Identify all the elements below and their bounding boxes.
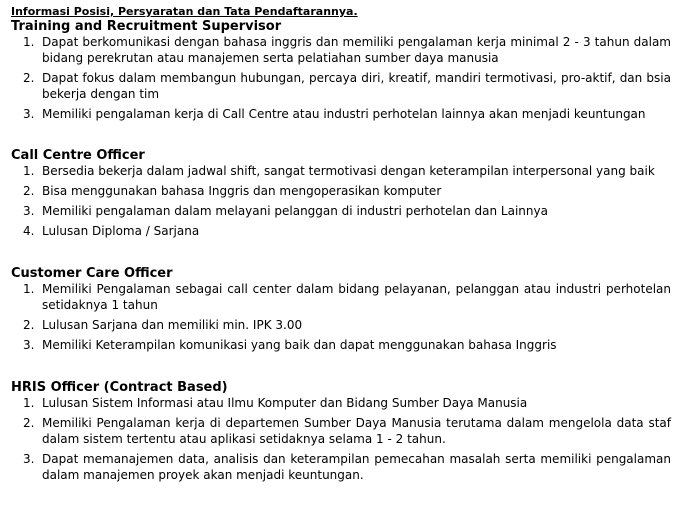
list-item-number: 4. [23, 224, 35, 238]
list-item-number: 3. [23, 452, 35, 466]
list-item-text: Dapat fokus dalam membangun hubungan, percaya diri, kreatif, mandiri termotivasi, pro-aktif, dan bsia bekerja dengan tim [42, 71, 671, 101]
list-item-number: 3. [23, 107, 35, 121]
list-item [11, 281, 671, 313]
section-title: Training and Recruitment Supervisor [11, 19, 282, 34]
section-title: Call Centre Officer [11, 148, 145, 163]
list-item-text: Memiliki pengalaman kerja di Call Centre atau industri perhotelan lainnya akan menjadi keuntungan [42, 107, 646, 121]
list-item-text: Lulusan Sistem Informasi atau Ilmu Komputer dan Bidang Sumber Daya Manusia [42, 396, 528, 410]
page-heading: Informasi Posisi, Persyaratan dan Tata Pendaftarannya. [11, 5, 358, 18]
section-call-centre-officer [11, 148, 671, 239]
list-item-number: 2. [23, 318, 35, 332]
list-item-number: 2. [23, 184, 35, 198]
list-item-text: Bisa menggunakan bahasa Inggris dan mengoperasikan komputer [42, 184, 442, 198]
list-item [11, 183, 671, 199]
list-item-text: Memiliki pengalaman dalam melayani pelanggan di industri perhotelan dan Lainnya [42, 204, 548, 218]
list-item-text: Lulusan Sarjana dan memiliki min. IPK 3.00 [42, 318, 303, 332]
list-item-number: 1. [23, 35, 35, 49]
list-item [11, 451, 671, 483]
list-item [11, 106, 671, 122]
section-customer-care-officer [11, 266, 671, 353]
list-item [11, 163, 671, 179]
requirements-list [11, 395, 671, 483]
list-item-number: 1. [23, 282, 35, 296]
list-item-number: 3. [23, 338, 35, 352]
list-item-number: 3. [23, 204, 35, 218]
requirements-list [11, 281, 671, 353]
list-item-text: Memiliki Pengalaman sebagai call center dalam bidang pelayanan, pelanggan atau industri perhotelan setidaknya 1 tahun [42, 282, 671, 312]
section-training-recruitment-supervisor [11, 19, 671, 122]
section-title: Customer Care Officer [11, 266, 173, 281]
list-item-text: Bersedia bekerja dalam jadwal shift, sangat termotivasi dengan keterampilan interpersonal yang baik [42, 164, 655, 178]
list-item [11, 203, 671, 219]
requirements-list [11, 34, 671, 122]
list-item-text: Memiliki Pengalaman kerja di departemen Sumber Daya Manusia terutama dalam mengelola data staf dalam sistem tertentu atau aplikasi setidaknya selama 1 - 2 tahun. [42, 416, 671, 446]
section-title: HRIS Officer (Contract Based) [11, 380, 228, 395]
list-item [11, 317, 671, 333]
list-item-text: Dapat berkomunikasi dengan bahasa inggris dan memiliki pengalaman kerja minimal 2 - 3 tahun dalam bidang perekrutan atau manajemen serta pelatiahan sumber daya manusia [42, 35, 671, 65]
list-item-text: Lulusan Diploma / Sarjana [42, 224, 200, 238]
list-item-number: 2. [23, 416, 35, 430]
list-item [11, 70, 671, 102]
list-item [11, 337, 671, 353]
list-item [11, 395, 671, 411]
list-item-text: Memiliki Keterampilan komunikasi yang baik dan dapat menggunakan bahasa Inggris [42, 338, 557, 352]
requirements-list [11, 163, 671, 239]
list-item-number: 1. [23, 164, 35, 178]
list-item [11, 415, 671, 447]
list-item-text: Dapat memanajemen data, analisis dan keterampilan pemecahan masalah serta memiliki pengalaman dalam manajemen proyek akan menjadi keuntungan. [42, 452, 671, 482]
list-item-number: 2. [23, 71, 35, 85]
list-item [11, 34, 671, 66]
section-hris-officer [11, 380, 671, 483]
list-item [11, 223, 671, 239]
list-item-number: 1. [23, 396, 35, 410]
document-body [11, 5, 671, 487]
